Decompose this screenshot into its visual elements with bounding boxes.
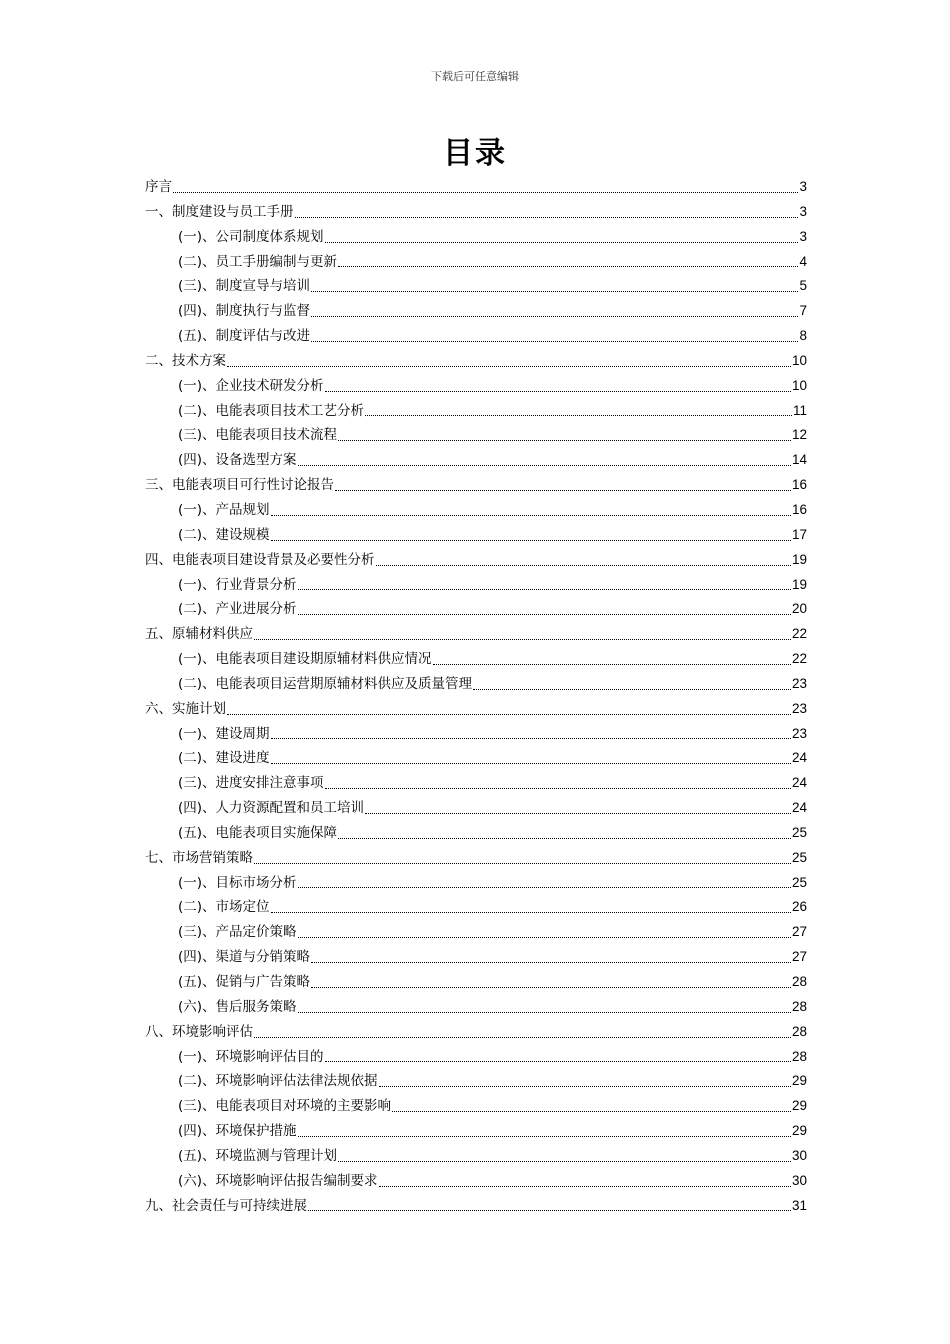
toc-dot-leader xyxy=(379,1086,791,1087)
toc-dot-leader xyxy=(325,788,791,789)
toc-entry[interactable] xyxy=(145,970,807,995)
toc-entry-page: 28 xyxy=(791,1023,807,1039)
toc-entry[interactable] xyxy=(145,895,807,920)
toc-dot-leader xyxy=(271,515,791,516)
toc-entry[interactable] xyxy=(145,548,807,573)
toc-entry[interactable] xyxy=(145,299,807,324)
toc-entry-page: 24 xyxy=(791,775,807,791)
toc-entry-label: (二)、市场定位 xyxy=(178,899,270,916)
toc-entry-label: (二)、建设规模 xyxy=(178,526,270,543)
toc-entry-label: (一)、目标市场分析 xyxy=(178,874,297,891)
toc-dot-leader xyxy=(338,266,798,267)
toc-entry-label: (六)、环境影响评估报告编制要求 xyxy=(178,1172,378,1189)
toc-entry-page: 28 xyxy=(791,974,807,989)
toc-dot-leader xyxy=(311,341,798,342)
toc-entry-page: 28 xyxy=(791,998,807,1014)
toc-entry-page: 12 xyxy=(791,427,807,443)
toc-dot-leader xyxy=(379,1186,791,1187)
toc-entry[interactable] xyxy=(145,250,807,275)
toc-entry-page: 8 xyxy=(799,328,807,344)
toc-entry[interactable] xyxy=(145,1094,807,1119)
toc-entry[interactable] xyxy=(145,846,807,871)
toc-entry-label: 五、原辅材料供应 xyxy=(145,626,253,643)
toc-entry-label: 八、环境影响评估 xyxy=(145,1023,253,1040)
toc-dot-leader xyxy=(376,565,791,566)
toc-dot-leader xyxy=(271,912,791,913)
toc-dot-leader xyxy=(271,738,791,739)
toc-entry-page: 22 xyxy=(791,626,807,642)
toc-entry[interactable] xyxy=(145,1020,807,1045)
toc-entry[interactable] xyxy=(145,225,807,250)
toc-entry[interactable] xyxy=(145,1069,807,1094)
toc-dot-leader xyxy=(298,937,791,938)
toc-entry[interactable] xyxy=(145,473,807,498)
toc-dot-leader xyxy=(365,415,792,416)
toc-dot-leader xyxy=(433,664,791,665)
toc-entry[interactable] xyxy=(145,399,807,424)
toc-entry-label: (三)、制度宣导与培训 xyxy=(178,278,311,295)
toc-dot-leader xyxy=(308,1210,791,1211)
toc-dot-leader xyxy=(227,366,791,367)
toc-entry-label: (三)、进度安排注意事项 xyxy=(178,775,324,792)
toc-entry-page: 14 xyxy=(791,452,807,468)
toc-entry[interactable] xyxy=(145,796,807,821)
toc-entry-label: (四)、制度执行与监督 xyxy=(178,303,311,320)
toc-entry[interactable] xyxy=(145,349,807,374)
toc-entry[interactable] xyxy=(145,647,807,672)
toc-entry-label: (五)、电能表项目实施保障 xyxy=(178,824,338,841)
toc-entry-page: 23 xyxy=(791,675,807,691)
toc-entry-page: 30 xyxy=(791,1172,807,1188)
toc-entry-label: (三)、电能表项目对环境的主要影响 xyxy=(178,1098,392,1115)
toc-entry[interactable] xyxy=(145,1045,807,1070)
toc-dot-leader xyxy=(311,987,791,988)
toc-entry[interactable] xyxy=(145,622,807,647)
toc-dot-leader xyxy=(338,1161,791,1162)
toc-entry-page: 29 xyxy=(791,1098,807,1114)
toc-dot-leader xyxy=(254,639,791,640)
toc-entry-label: (三)、产品定价策略 xyxy=(178,924,297,941)
toc-entry-page: 28 xyxy=(791,1048,807,1064)
toc-entry-page: 3 xyxy=(799,228,807,244)
toc-entry-label: (五)、促销与广告策略 xyxy=(178,974,311,990)
toc-entry-label: (一)、建设周期 xyxy=(178,725,270,742)
toc-entry[interactable] xyxy=(145,1119,807,1144)
toc-dot-leader xyxy=(311,316,798,317)
toc-dot-leader xyxy=(335,490,791,491)
toc-entry-label: (一)、产品规划 xyxy=(178,501,270,518)
toc-dot-leader xyxy=(338,440,791,441)
toc-entry-page: 16 xyxy=(791,477,807,493)
toc-entry-page: 25 xyxy=(791,824,807,840)
toc-dot-leader xyxy=(298,614,791,615)
toc-dot-leader xyxy=(298,1136,791,1137)
toc-entry-page: 22 xyxy=(791,651,807,667)
toc-entry-label: (二)、环境影响评估法律法规依据 xyxy=(178,1073,378,1090)
toc-entry[interactable] xyxy=(145,746,807,771)
toc-entry[interactable] xyxy=(145,448,807,473)
toc-entry-page: 3 xyxy=(799,179,807,194)
toc-entry-label: (一)、电能表项目建设期原辅材料供应情况 xyxy=(178,651,432,668)
toc-entry-label: 六、实施计划 xyxy=(145,700,226,717)
toc-entry-label: 二、技术方案 xyxy=(145,352,226,369)
toc-entry-page: 31 xyxy=(791,1197,807,1213)
toc-entry-label: (二)、建设进度 xyxy=(178,750,270,767)
toc-dot-leader xyxy=(311,962,791,963)
toc-entry-label: (五)、环境监测与管理计划 xyxy=(178,1147,338,1164)
toc-entry[interactable] xyxy=(145,597,807,622)
toc-entry[interactable] xyxy=(145,1144,807,1169)
toc-entry[interactable] xyxy=(145,821,807,846)
toc-entry-page: 5 xyxy=(799,278,807,294)
toc-dot-leader xyxy=(325,1061,791,1062)
toc-entry-label: (一)、企业技术研发分析 xyxy=(178,377,324,394)
toc-entry-label: (四)、渠道与分销策略 xyxy=(178,949,311,966)
toc-entry[interactable] xyxy=(145,995,807,1020)
toc-dot-leader xyxy=(325,391,791,392)
toc-entry-page: 25 xyxy=(791,874,807,890)
toc-entry-label: (一)、环境影响评估目的 xyxy=(178,1048,324,1065)
toc-entry-page: 7 xyxy=(799,303,807,319)
toc-entry-label: (二)、电能表项目技术工艺分析 xyxy=(178,402,365,419)
toc-entry-page: 3 xyxy=(799,203,807,219)
toc-entry-page: 17 xyxy=(791,526,807,542)
toc-entry[interactable] xyxy=(145,498,807,523)
table-of-contents xyxy=(145,175,807,1218)
toc-entry-label: (五)、制度评估与改进 xyxy=(178,328,311,345)
toc-dot-leader xyxy=(173,192,798,193)
toc-entry-page: 26 xyxy=(791,899,807,915)
toc-dot-leader xyxy=(271,763,791,764)
toc-dot-leader xyxy=(271,540,791,541)
toc-entry-page: 19 xyxy=(791,576,807,592)
toc-entry[interactable] xyxy=(145,1169,807,1194)
toc-entry[interactable] xyxy=(145,573,807,598)
toc-entry-page: 24 xyxy=(791,750,807,766)
toc-entry-label: 九、社会责任与可持续进展 xyxy=(145,1197,307,1214)
toc-entry-page: 23 xyxy=(791,700,807,716)
toc-entry[interactable] xyxy=(145,423,807,448)
toc-dot-leader xyxy=(298,887,791,888)
toc-entry-page: 27 xyxy=(791,924,807,940)
toc-entry-page: 27 xyxy=(791,949,807,965)
toc-entry-page: 10 xyxy=(791,377,807,393)
toc-entry-label: 序言 xyxy=(145,179,172,195)
toc-entry-page: 25 xyxy=(791,849,807,865)
toc-dot-leader xyxy=(227,714,791,715)
toc-title: 目录 xyxy=(443,136,507,171)
toc-entry[interactable] xyxy=(145,697,807,722)
toc-entry-label: (二)、员工手册编制与更新 xyxy=(178,253,338,270)
toc-entry-label: (四)、环境保护措施 xyxy=(178,1123,297,1140)
toc-dot-leader xyxy=(311,291,798,292)
toc-entry-label: (二)、电能表项目运营期原辅材料供应及质量管理 xyxy=(178,675,473,692)
toc-entry-label: 四、电能表项目建设背景及必要性分析 xyxy=(145,551,375,568)
toc-entry[interactable] xyxy=(145,175,807,200)
toc-entry-page: 29 xyxy=(791,1073,807,1089)
toc-entry-label: 七、市场营销策略 xyxy=(145,849,253,866)
header-note: 下载后可任意编辑 xyxy=(431,70,519,83)
toc-entry-page: 19 xyxy=(791,551,807,567)
toc-dot-leader xyxy=(295,217,799,218)
toc-dot-leader xyxy=(338,838,791,839)
toc-entry[interactable] xyxy=(145,722,807,747)
toc-dot-leader xyxy=(298,465,791,466)
toc-entry-page: 4 xyxy=(799,253,807,269)
toc-entry[interactable] xyxy=(145,274,807,299)
toc-entry[interactable] xyxy=(145,871,807,896)
toc-entry[interactable] xyxy=(145,200,807,225)
toc-entry-page: 10 xyxy=(791,352,807,368)
toc-entry-page: 23 xyxy=(791,725,807,741)
toc-entry-page: 16 xyxy=(791,501,807,517)
toc-entry[interactable] xyxy=(145,920,807,945)
toc-entry[interactable] xyxy=(145,324,807,349)
toc-entry[interactable] xyxy=(145,374,807,399)
toc-dot-leader xyxy=(392,1111,791,1112)
toc-entry-label: (四)、设备选型方案 xyxy=(178,452,297,469)
toc-dot-leader xyxy=(365,813,791,814)
toc-entry[interactable] xyxy=(145,523,807,548)
toc-entry[interactable] xyxy=(145,672,807,697)
toc-entry-page: 29 xyxy=(791,1123,807,1139)
toc-entry-label: (六)、售后服务策略 xyxy=(178,998,297,1015)
toc-entry-page: 20 xyxy=(791,601,807,617)
toc-entry-label: (二)、产业进展分析 xyxy=(178,601,297,618)
toc-entry-label: (一)、行业背景分析 xyxy=(178,576,297,593)
toc-dot-leader xyxy=(325,242,799,243)
toc-entry-label: 三、电能表项目可行性讨论报告 xyxy=(145,477,334,494)
toc-entry-label: (一)、公司制度体系规划 xyxy=(178,228,324,245)
toc-entry[interactable] xyxy=(145,1194,807,1219)
toc-dot-leader xyxy=(473,689,791,690)
toc-entry-label: (四)、人力资源配置和员工培训 xyxy=(178,800,365,817)
toc-dot-leader xyxy=(254,1037,791,1038)
toc-dot-leader xyxy=(298,589,791,590)
toc-dot-leader xyxy=(254,863,791,864)
toc-entry[interactable] xyxy=(145,945,807,970)
toc-entry-page: 30 xyxy=(791,1147,807,1163)
toc-dot-leader xyxy=(298,1012,791,1013)
toc-entry-label: 一、制度建设与员工手册 xyxy=(145,203,294,220)
toc-entry-page: 24 xyxy=(791,800,807,816)
toc-entry-page: 11 xyxy=(792,402,807,418)
toc-entry[interactable] xyxy=(145,771,807,796)
toc-entry-label: (三)、电能表项目技术流程 xyxy=(178,427,338,444)
